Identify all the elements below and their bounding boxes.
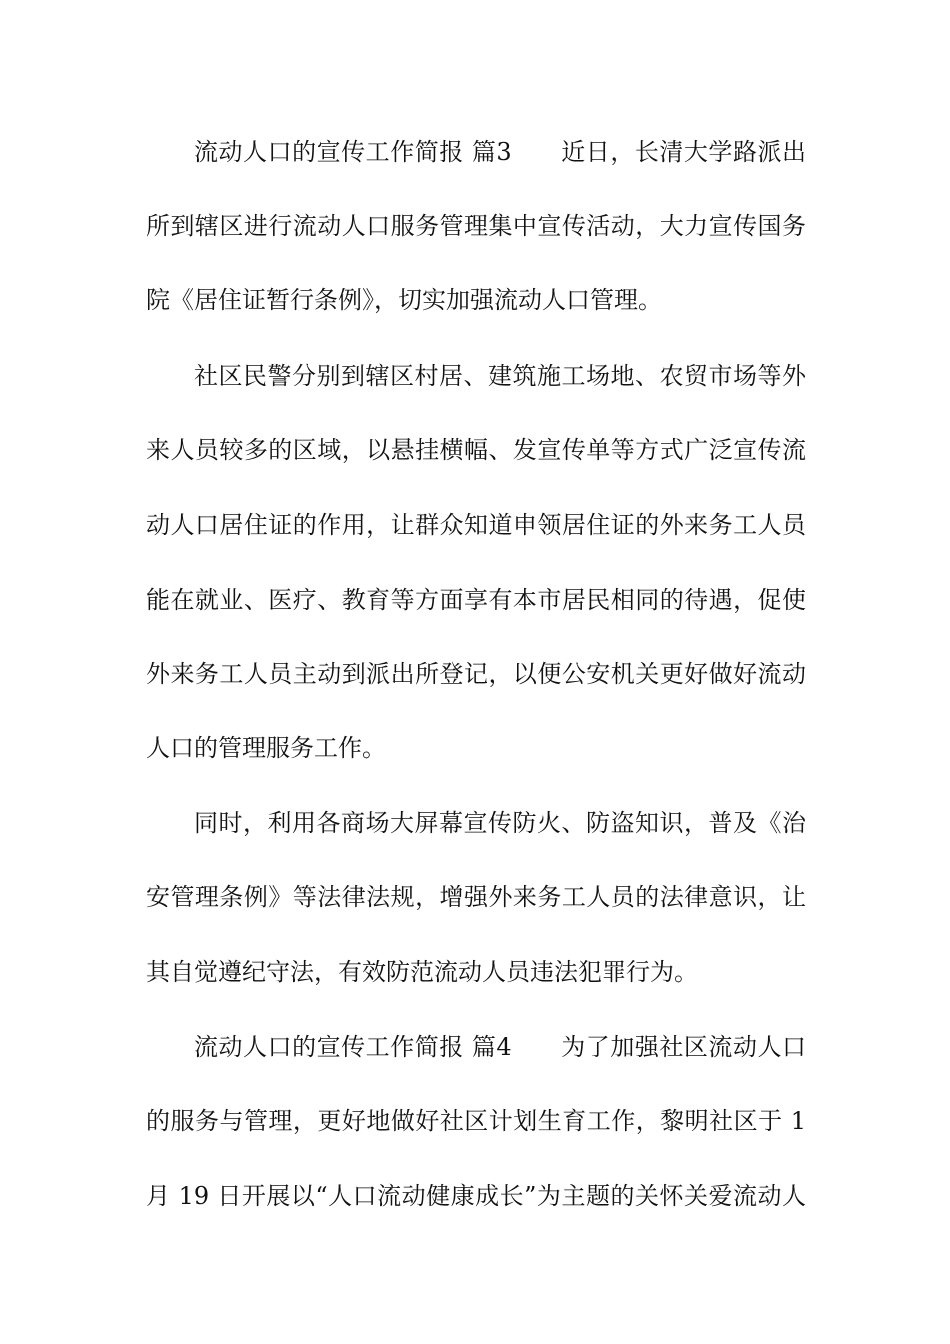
paragraph-2-line-6: 人口的管理服务工作。	[146, 734, 386, 762]
paragraph-2-line-2: 来人员较多的区域，以悬挂横幅、发宣传单等方式广泛宣传流	[146, 436, 806, 464]
paragraph-3-line-1: 同时，利用各商场大屏幕宣传防火、防盗知识，普及《治	[194, 809, 806, 837]
paragraph-1-line-1: 流动人口的宣传工作简报 篇3 近日，长清大学路派出	[194, 138, 806, 166]
paragraph-2-line-5: 外来务工人员主动到派出所登记，以便公安机关更好做好流动	[146, 660, 806, 688]
paragraph-3-line-3: 其自觉遵纪守法，有效防范流动人员违法犯罪行为。	[146, 958, 698, 986]
paragraph-4-line-2: 的服务与管理，更好地做好社区计划生育工作，黎明社区于 1	[146, 1107, 806, 1135]
paragraph-4-line-1: 流动人口的宣传工作简报 篇4 为了加强社区流动人口	[194, 1033, 806, 1061]
paragraph-2-line-3: 动人口居住证的作用，让群众知道申领居住证的外来务工人员	[146, 511, 806, 539]
paragraph-1-line-3: 院《居住证暂行条例》，切实加强流动人口管理。	[146, 286, 662, 314]
paragraph-1-line-2: 所到辖区进行流动人口服务管理集中宣传活动，大力宣传国务	[146, 212, 806, 240]
paragraph-2-line-4: 能在就业、医疗、教育等方面享有本市居民相同的待遇，促使	[146, 586, 806, 614]
paragraph-3-line-2: 安管理条例》等法律法规，增强外来务工人员的法律意识，让	[146, 883, 806, 911]
paragraph-2-line-1: 社区民警分别到辖区村居、建筑施工场地、农贸市场等外	[194, 362, 806, 390]
paragraph-4-line-3: 月 19 日开展以“人口流动健康成长”为主题的关怀关爱流动人	[146, 1182, 806, 1210]
